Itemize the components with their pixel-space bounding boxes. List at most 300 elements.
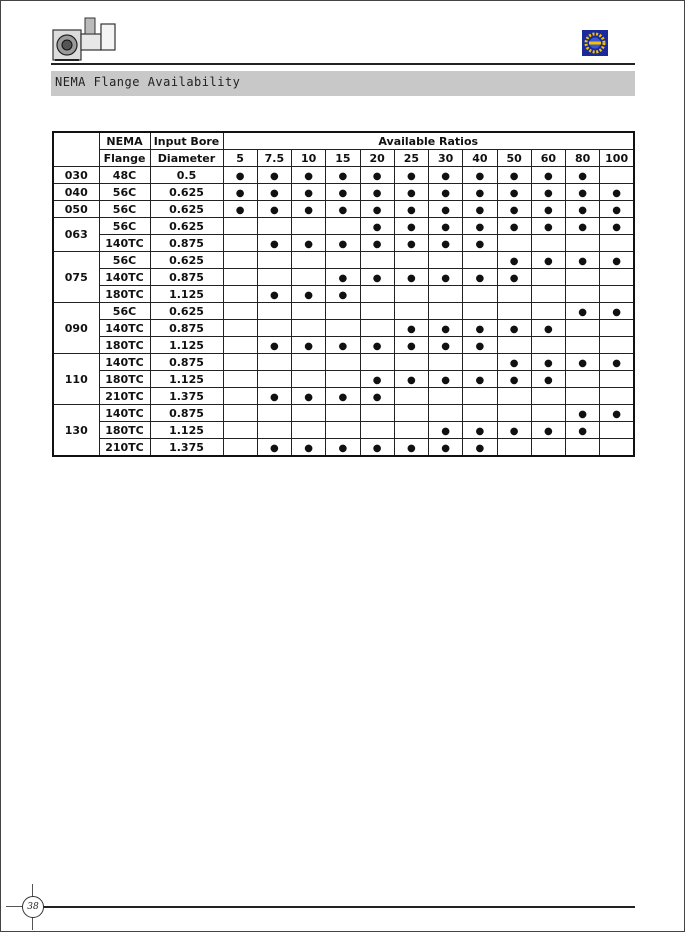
- ratio-cell: [566, 235, 600, 252]
- table-row: [53, 371, 634, 388]
- ratio-cell: [566, 269, 600, 286]
- header-ratio-20: 20: [360, 150, 394, 167]
- availability-dot-icon: ●: [304, 187, 313, 199]
- table-row: [53, 184, 634, 201]
- ratio-cell: [566, 439, 600, 457]
- bore-cell: 0.875: [150, 269, 223, 286]
- ratio-cell: [292, 439, 326, 457]
- ratio-cell: [531, 218, 565, 235]
- ratio-cell: [394, 422, 428, 439]
- availability-dot-icon: ●: [612, 408, 621, 420]
- availability-dot-icon: ●: [475, 221, 485, 233]
- bore-cell: 0.625: [150, 303, 223, 320]
- ratio-cell: [497, 371, 531, 388]
- ratio-cell: [600, 422, 634, 439]
- ratio-cell: [394, 405, 428, 422]
- availability-dot-icon: ●: [270, 187, 279, 199]
- ratio-cell: [600, 167, 634, 184]
- ratio-cell: [292, 269, 326, 286]
- ratio-cell: [257, 252, 291, 269]
- availability-dot-icon: ●: [475, 204, 485, 216]
- ratio-cell: [360, 422, 394, 439]
- section-title: NEMA Flange Availability: [55, 75, 241, 89]
- ratio-cell: [360, 371, 394, 388]
- ratio-cell: [531, 167, 565, 184]
- ratio-cell: [360, 184, 394, 201]
- availability-dot-icon: ●: [407, 187, 416, 199]
- ratio-cell: [463, 201, 497, 218]
- availability-dot-icon: ●: [578, 306, 587, 318]
- ratio-cell: [566, 303, 600, 320]
- ratio-cell: [223, 286, 257, 303]
- size-cell: 090: [53, 303, 99, 354]
- ratio-cell: [292, 286, 326, 303]
- ratio-cell: [223, 252, 257, 269]
- ratio-cell: [257, 405, 291, 422]
- ratio-cell: [566, 218, 600, 235]
- top-rule: [51, 63, 635, 65]
- ratio-cell: [292, 337, 326, 354]
- availability-dot-icon: ●: [372, 221, 382, 233]
- availability-dot-icon: ●: [372, 272, 382, 284]
- availability-dot-icon: ●: [509, 187, 519, 199]
- ratio-cell: [394, 184, 428, 201]
- bore-cell: 1.375: [150, 388, 223, 405]
- ratio-cell: [394, 201, 428, 218]
- ratio-cell: [292, 184, 326, 201]
- ratio-cell: [326, 439, 360, 457]
- ratio-cell: [600, 388, 634, 405]
- header-ratio-30: 30: [429, 150, 463, 167]
- availability-dot-icon: ●: [544, 204, 553, 216]
- ratio-cell: [394, 167, 428, 184]
- availability-dot-icon: ●: [270, 238, 279, 250]
- ratio-cell: [223, 354, 257, 371]
- availability-dot-icon: ●: [270, 391, 279, 403]
- ratio-cell: [292, 405, 326, 422]
- ratio-cell: [223, 184, 257, 201]
- table-row: [53, 269, 634, 286]
- ratio-cell: [326, 303, 360, 320]
- availability-dot-icon: ●: [578, 357, 587, 369]
- ratio-cell: [497, 201, 531, 218]
- ratio-cell: [463, 269, 497, 286]
- ratio-cell: [497, 439, 531, 457]
- ratio-cell: [257, 184, 291, 201]
- size-cell: 063: [53, 218, 99, 252]
- bottom-rule: [32, 906, 635, 908]
- availability-dot-icon: ●: [338, 442, 348, 454]
- availability-dot-icon: ●: [372, 391, 382, 403]
- table-row: [53, 439, 634, 457]
- section-title-bar: [51, 71, 635, 96]
- availability-dot-icon: ●: [509, 170, 519, 182]
- ratio-cell: [360, 235, 394, 252]
- ratio-cell: [463, 354, 497, 371]
- ratio-cell: [600, 303, 634, 320]
- ratio-cell: [531, 354, 565, 371]
- availability-dot-icon: ●: [407, 374, 416, 386]
- ratio-cell: [600, 252, 634, 269]
- ratio-cell: [497, 184, 531, 201]
- ratio-cell: [326, 354, 360, 371]
- header-ratio-15: 15: [326, 150, 360, 167]
- ratio-cell: [223, 269, 257, 286]
- availability-dot-icon: ●: [509, 221, 519, 233]
- availability-dot-icon: ●: [304, 340, 313, 352]
- bore-cell: 0.625: [150, 218, 223, 235]
- ratio-cell: [531, 439, 565, 457]
- ratio-cell: [394, 252, 428, 269]
- ratio-cell: [531, 252, 565, 269]
- ratio-cell: [463, 286, 497, 303]
- ratio-cell: [463, 337, 497, 354]
- availability-dot-icon: ●: [372, 442, 382, 454]
- availability-dot-icon: ●: [407, 204, 416, 216]
- ratio-cell: [429, 320, 463, 337]
- table-row: [53, 201, 634, 218]
- availability-dot-icon: ●: [612, 187, 621, 199]
- ratio-cell: [531, 422, 565, 439]
- ratio-cell: [531, 388, 565, 405]
- ratio-cell: [463, 252, 497, 269]
- ratio-cell: [429, 218, 463, 235]
- availability-dot-icon: ●: [304, 204, 313, 216]
- ratio-cell: [360, 201, 394, 218]
- availability-dot-icon: ●: [475, 238, 485, 250]
- ratio-cell: [600, 354, 634, 371]
- header-ratio-50: 50: [497, 150, 531, 167]
- ratio-cell: [566, 354, 600, 371]
- availability-dot-icon: ●: [235, 170, 245, 182]
- ratio-cell: [257, 439, 291, 457]
- availability-dot-icon: ●: [544, 221, 553, 233]
- ratio-cell: [429, 303, 463, 320]
- availability-dot-icon: ●: [338, 238, 348, 250]
- ratio-cell: [429, 286, 463, 303]
- bore-cell: 1.125: [150, 422, 223, 439]
- header-row-top: [53, 132, 634, 150]
- flange-cell: 180TC: [99, 422, 150, 439]
- bore-cell: 1.125: [150, 371, 223, 388]
- availability-dot-icon: ●: [338, 187, 348, 199]
- availability-dot-icon: ●: [441, 170, 450, 182]
- table-row: [53, 388, 634, 405]
- ratio-cell: [531, 201, 565, 218]
- ratio-cell: [497, 167, 531, 184]
- ratio-cell: [326, 388, 360, 405]
- availability-dot-icon: ●: [407, 323, 416, 335]
- flange-cell: 140TC: [99, 405, 150, 422]
- table-row: [53, 337, 634, 354]
- availability-dot-icon: ●: [372, 374, 382, 386]
- availability-dot-icon: ●: [544, 374, 553, 386]
- ratio-cell: [257, 235, 291, 252]
- bore-cell: 0.875: [150, 320, 223, 337]
- ratio-cell: [600, 337, 634, 354]
- bore-cell: 0.875: [150, 405, 223, 422]
- availability-dot-icon: ●: [578, 255, 587, 267]
- ratio-cell: [394, 354, 428, 371]
- ratio-cell: [326, 184, 360, 201]
- size-cell: 075: [53, 252, 99, 303]
- ratio-cell: [292, 371, 326, 388]
- header-nema-flange-bottom: Flange: [99, 150, 150, 167]
- ratio-cell: [360, 354, 394, 371]
- ratio-cell: [223, 303, 257, 320]
- ratio-cell: [326, 286, 360, 303]
- flange-cell: 180TC: [99, 286, 150, 303]
- header-ratio-80: 80: [566, 150, 600, 167]
- header-ratio-60: 60: [531, 150, 565, 167]
- availability-dot-icon: ●: [612, 221, 621, 233]
- ratio-cell: [531, 371, 565, 388]
- header-row-bottom: [53, 150, 634, 167]
- availability-dot-icon: ●: [441, 272, 450, 284]
- ratio-cell: [360, 337, 394, 354]
- ratio-cell: [600, 269, 634, 286]
- ratio-cell: [257, 337, 291, 354]
- ratio-cell: [257, 303, 291, 320]
- availability-dot-icon: ●: [612, 306, 621, 318]
- ratio-cell: [531, 405, 565, 422]
- table-row: [53, 286, 634, 303]
- ratio-cell: [531, 303, 565, 320]
- availability-dot-icon: ●: [475, 340, 485, 352]
- ratio-cell: [463, 388, 497, 405]
- availability-dot-icon: ●: [441, 425, 450, 437]
- availability-dot-icon: ●: [544, 187, 553, 199]
- availability-dot-icon: ●: [509, 357, 519, 369]
- flange-cell: 210TC: [99, 439, 150, 457]
- page-number: 38: [22, 896, 44, 918]
- table-row: [53, 167, 634, 184]
- header-input-bore-bottom: Diameter: [150, 150, 223, 167]
- table-row: [53, 218, 634, 235]
- ratio-cell: [326, 269, 360, 286]
- ratio-cell: [292, 201, 326, 218]
- ratio-cell: [531, 286, 565, 303]
- ratio-cell: [360, 303, 394, 320]
- ratio-cell: [566, 337, 600, 354]
- availability-dot-icon: ●: [578, 408, 587, 420]
- header-ratio-100: 100: [600, 150, 634, 167]
- ratio-cell: [223, 388, 257, 405]
- availability-dot-icon: ●: [441, 238, 450, 250]
- availability-dot-icon: ●: [475, 374, 485, 386]
- ratio-cell: [394, 371, 428, 388]
- ratio-cell: [429, 439, 463, 457]
- header-size-cell: [53, 132, 99, 167]
- ratio-cell: [394, 320, 428, 337]
- bore-cell: 0.875: [150, 235, 223, 252]
- ratio-cell: [360, 252, 394, 269]
- availability-dot-icon: ●: [441, 374, 450, 386]
- ratio-cell: [223, 337, 257, 354]
- flange-cell: 180TC: [99, 337, 150, 354]
- ratio-cell: [257, 201, 291, 218]
- header-available-ratios: Available Ratios: [223, 132, 634, 150]
- availability-dot-icon: ●: [544, 425, 553, 437]
- ratio-cell: [497, 337, 531, 354]
- availability-dot-icon: ●: [407, 340, 416, 352]
- ratio-cell: [429, 269, 463, 286]
- availability-dot-icon: ●: [338, 289, 348, 301]
- availability-dot-icon: ●: [544, 357, 553, 369]
- ratio-cell: [463, 235, 497, 252]
- availability-dot-icon: ●: [578, 221, 587, 233]
- availability-dot-icon: ●: [475, 323, 485, 335]
- availability-dot-icon: ●: [372, 340, 382, 352]
- ratio-cell: [360, 405, 394, 422]
- availability-dot-icon: ●: [475, 442, 485, 454]
- bore-cell: 0.625: [150, 184, 223, 201]
- bore-cell: 0.5: [150, 167, 223, 184]
- ratio-cell: [600, 218, 634, 235]
- table-row: [53, 303, 634, 320]
- ratio-cell: [394, 439, 428, 457]
- flange-cell: 56C: [99, 201, 150, 218]
- header-input-bore-top: Input Bore: [150, 132, 223, 150]
- bore-cell: 1.375: [150, 439, 223, 457]
- table-row: [53, 320, 634, 337]
- availability-dot-icon: ●: [544, 323, 553, 335]
- availability-dot-icon: ●: [304, 289, 313, 301]
- size-cell: 030: [53, 167, 99, 184]
- ratio-cell: [566, 184, 600, 201]
- ratio-cell: [223, 439, 257, 457]
- ratio-cell: [326, 337, 360, 354]
- availability-dot-icon: ●: [270, 289, 279, 301]
- availability-dot-icon: ●: [372, 204, 382, 216]
- availability-dot-icon: ●: [509, 255, 519, 267]
- ratio-cell: [360, 167, 394, 184]
- availability-dot-icon: ●: [612, 255, 621, 267]
- availability-dot-icon: ●: [372, 170, 382, 182]
- availability-dot-icon: ●: [235, 204, 245, 216]
- ratio-cell: [497, 252, 531, 269]
- header-ratio-25: 25: [394, 150, 428, 167]
- availability-dot-icon: ●: [578, 425, 587, 437]
- ratio-cell: [292, 303, 326, 320]
- flange-cell: 56C: [99, 218, 150, 235]
- table-row: [53, 422, 634, 439]
- ratio-cell: [257, 269, 291, 286]
- ratio-cell: [223, 405, 257, 422]
- ratio-cell: [463, 439, 497, 457]
- ratio-cell: [566, 286, 600, 303]
- availability-dot-icon: ●: [509, 272, 519, 284]
- ratio-cell: [326, 405, 360, 422]
- ratio-cell: [463, 422, 497, 439]
- size-cell: 050: [53, 201, 99, 218]
- availability-dot-icon: ●: [509, 425, 519, 437]
- ratio-cell: [463, 303, 497, 320]
- availability-dot-icon: ●: [509, 323, 519, 335]
- availability-dot-icon: ●: [338, 204, 348, 216]
- ratio-cell: [292, 388, 326, 405]
- ratio-cell: [600, 201, 634, 218]
- availability-dot-icon: ●: [475, 425, 485, 437]
- bore-cell: 1.125: [150, 337, 223, 354]
- ratio-cell: [463, 405, 497, 422]
- availability-dot-icon: ●: [304, 238, 313, 250]
- ratio-cell: [223, 167, 257, 184]
- availability-dot-icon: ●: [612, 204, 621, 216]
- ratio-cell: [600, 371, 634, 388]
- ratio-cell: [292, 320, 326, 337]
- ratio-cell: [223, 371, 257, 388]
- header-ratio-10: 10: [292, 150, 326, 167]
- size-cell: 130: [53, 405, 99, 457]
- header-ratio-40: 40: [463, 150, 497, 167]
- size-cell: 040: [53, 184, 99, 201]
- availability-dot-icon: ●: [441, 442, 450, 454]
- availability-dot-icon: ●: [407, 272, 416, 284]
- flange-cell: 56C: [99, 303, 150, 320]
- ratio-cell: [497, 320, 531, 337]
- header-ratio-5: 5: [223, 150, 257, 167]
- ratio-cell: [326, 201, 360, 218]
- ratio-cell: [429, 252, 463, 269]
- ratio-cell: [600, 286, 634, 303]
- ratio-cell: [463, 184, 497, 201]
- availability-dot-icon: ●: [304, 391, 313, 403]
- availability-dot-icon: ●: [407, 238, 416, 250]
- availability-dot-icon: ●: [475, 272, 485, 284]
- ratio-cell: [566, 388, 600, 405]
- flange-availability-table: [52, 131, 635, 457]
- availability-dot-icon: ●: [372, 187, 382, 199]
- availability-dot-icon: ●: [338, 170, 348, 182]
- ratio-cell: [497, 218, 531, 235]
- availability-dot-icon: ●: [441, 204, 450, 216]
- flange-cell: 180TC: [99, 371, 150, 388]
- bore-cell: 1.125: [150, 286, 223, 303]
- ratio-cell: [429, 422, 463, 439]
- ratio-cell: [429, 371, 463, 388]
- table-row: [53, 252, 634, 269]
- ratio-cell: [600, 320, 634, 337]
- header-nema-flange-top: NEMA: [99, 132, 150, 150]
- ratio-cell: [394, 303, 428, 320]
- ratio-cell: [497, 235, 531, 252]
- ratio-cell: [463, 167, 497, 184]
- ratio-cell: [257, 388, 291, 405]
- ratio-cell: [394, 286, 428, 303]
- ratio-cell: [531, 320, 565, 337]
- ratio-cell: [463, 371, 497, 388]
- availability-dot-icon: ●: [441, 323, 450, 335]
- ratio-cell: [223, 201, 257, 218]
- ratio-cell: [326, 371, 360, 388]
- ratio-cell: [429, 405, 463, 422]
- availability-dot-icon: ●: [270, 204, 279, 216]
- ratio-cell: [497, 422, 531, 439]
- availability-dot-icon: ●: [578, 187, 587, 199]
- ratio-cell: [360, 388, 394, 405]
- ratio-cell: [257, 371, 291, 388]
- ratio-cell: [257, 354, 291, 371]
- brand-gear-logo-icon: [582, 30, 608, 56]
- ratio-cell: [531, 337, 565, 354]
- availability-dot-icon: ●: [270, 340, 279, 352]
- availability-dot-icon: ●: [304, 442, 313, 454]
- ratio-cell: [600, 439, 634, 457]
- availability-dot-icon: ●: [270, 442, 279, 454]
- availability-dot-icon: ●: [338, 272, 348, 284]
- ratio-cell: [292, 167, 326, 184]
